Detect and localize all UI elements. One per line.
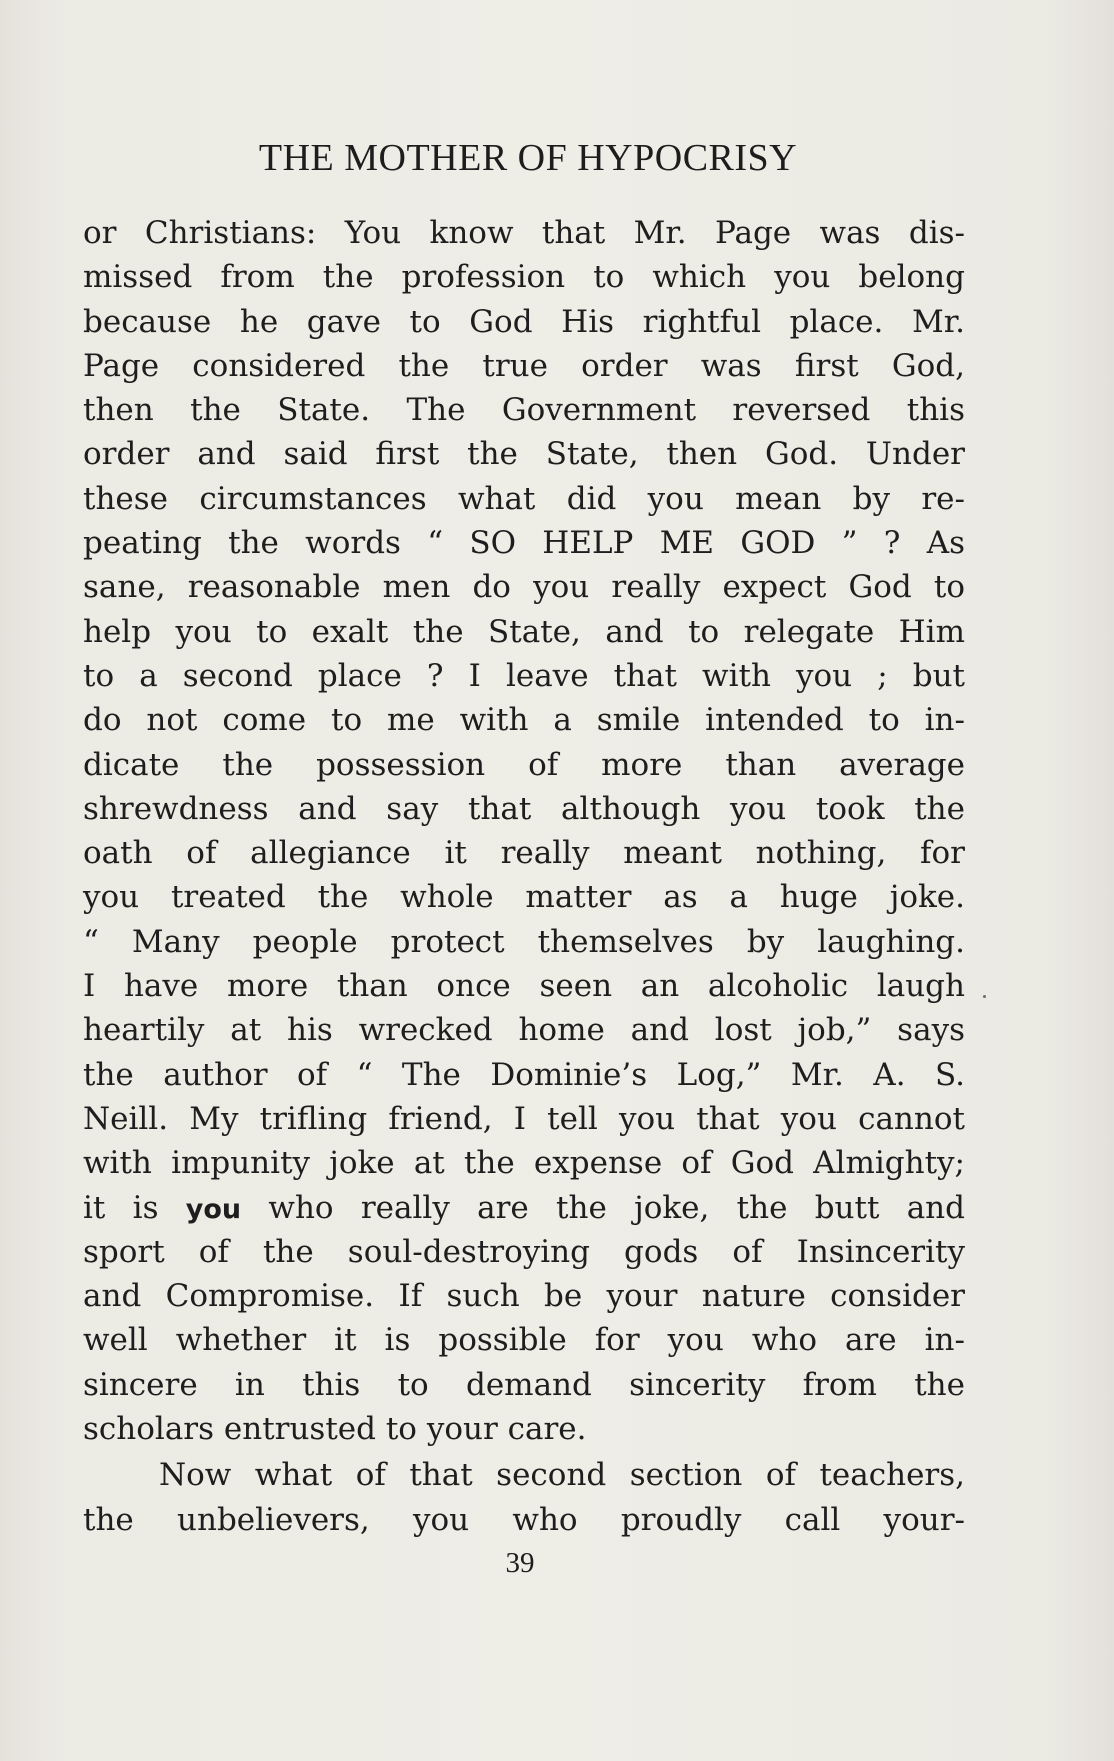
text-line: you treated the whole matter as a huge joke. [83,879,965,916]
text-line: do not come to me with a smile intended to in- [83,702,965,739]
body-text [83,211,965,1542]
text-line: sincere in this to demand sincerity from the [83,1366,965,1403]
running-head: THE MOTHER OF HYPOCRISY [258,137,798,179]
text-line: well whether it is possible for you who are in- [83,1322,965,1359]
text-line: heartily at his wrecked home and lost job,” says [83,1012,965,1049]
text-line: I have more than once seen an alcoholic laugh [83,968,965,1005]
text-line: sane, reasonable men do you really expect God to [83,569,965,606]
text-line: “ Many people protect themselves by laughing. [83,923,965,960]
text-line: dicate the possession of more than average [83,746,965,783]
text-line: or Christians: You know that Mr. Page was dis- [83,215,965,251]
text-line: because he gave to God His rightful place. Mr. [83,303,965,340]
text-line: help you to exalt the State, and to relegate Him [83,613,965,650]
text-line: sport of the soul-destroying gods of Insincerity [83,1233,965,1270]
text-line: oath of allegiance it really meant nothing, for [83,835,965,872]
text-line: Neill. My trifling friend, I tell you that you cannot [83,1100,965,1137]
text-line: with impunity joke at the expense of God Almighty; [83,1145,965,1182]
text-line: shrewdness and say that although you took the [83,790,965,827]
text-line: order and said first the State, then God. Under [83,436,965,473]
text-fragment: it is [83,1189,159,1226]
text-line: these circumstances what did you mean by re- [83,480,965,517]
text-line: the author of “ The Dominie’s Log,” Mr. A. S. [83,1056,965,1093]
text-line: missed from the profession to which you belong [83,259,965,296]
text-line: peating the words “ SO HELP ME GOD ” ? As [83,525,965,562]
text-line-paragraph-end: scholars entrusted to your care. [83,1411,587,1448]
text-line-with-bold [83,1186,965,1230]
text-line: Page considered the true order was first God, [83,347,965,384]
text-line: and Compromise. If such be your nature consider [83,1278,965,1315]
page-number: 39 [505,1547,535,1579]
text-line-paragraph-start: Now what of that second section of teachers, [159,1457,965,1494]
text-line: the unbelievers, you who proudly call your- [83,1501,965,1538]
text-fragment: who really are the joke, the butt and [268,1189,965,1226]
text-line: then the State. The Government reversed this [83,392,965,429]
paper-speck [983,995,986,998]
text-line: to a second place ? I leave that with you ; but [83,657,965,694]
bold-word: you [185,1193,242,1225]
